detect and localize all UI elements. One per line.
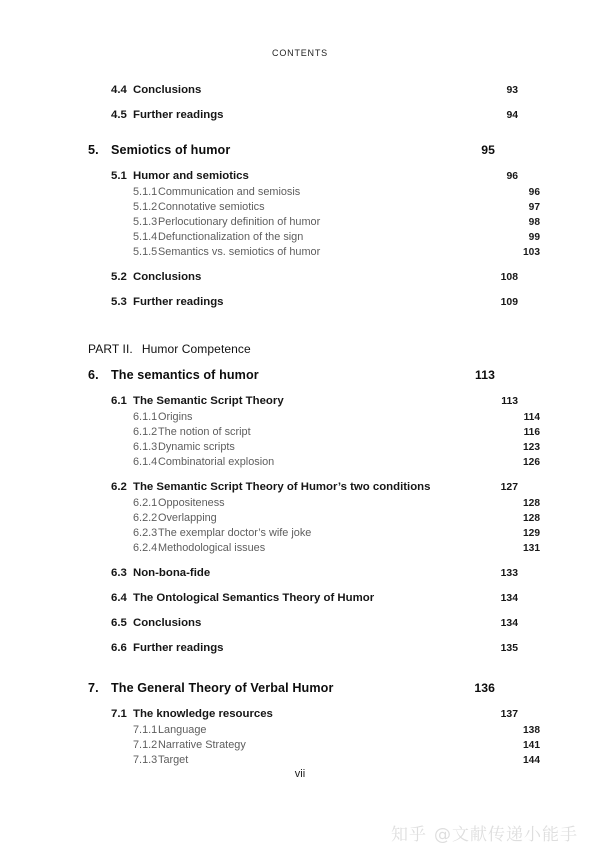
toc-entry-page-number: 127 <box>500 482 518 493</box>
toc-entry-label: Oppositeness <box>158 497 225 509</box>
toc-entry-page-number: 108 <box>500 272 518 283</box>
toc-entry-number: 5.3 <box>111 296 127 308</box>
toc-entry-number: 5.1.2 <box>133 201 158 213</box>
toc-entry-number: 7. <box>88 681 99 695</box>
toc-entry-page-number: 99 <box>528 232 540 243</box>
toc-entry-label: The notion of script <box>158 426 251 438</box>
toc-entry-title-group <box>133 246 320 258</box>
toc-entry-label: Dynamic scripts <box>158 441 235 453</box>
toc-entry-label: The Semantic Script Theory of Humor’s two conditions <box>133 481 431 493</box>
toc-entry-label: Communication and semiosis <box>158 186 301 198</box>
toc-entry-title-group <box>111 170 249 182</box>
toc-entry-number: 5.1.5 <box>133 246 158 258</box>
watermark-brand: 知乎 <box>391 825 427 845</box>
toc-entry-title-group <box>133 754 188 766</box>
toc-entry-title-group <box>111 592 374 604</box>
toc-entry-level-3[interactable] <box>88 231 540 243</box>
toc-entry-page-number: 128 <box>523 498 540 509</box>
toc-entry-title-group <box>111 617 201 629</box>
toc-entry-number: 6.4 <box>111 592 127 604</box>
toc-entry-title-group <box>88 368 259 382</box>
toc-entry-label: Humor and semiotics <box>133 170 249 182</box>
toc-entry-title-group <box>111 84 201 96</box>
toc-entry-level-3[interactable] <box>88 527 540 539</box>
toc-entry-level-2[interactable] <box>88 592 518 604</box>
toc-entry-level-3[interactable] <box>88 441 540 453</box>
toc-entry-page-number: 128 <box>523 513 540 524</box>
toc-entry-title-group <box>111 708 273 720</box>
toc-entry-title-group <box>133 724 206 736</box>
toc-entry-level-3[interactable] <box>88 512 540 524</box>
toc-entry-label: The General Theory of Verbal Humor <box>111 681 334 695</box>
toc-entry-title-group <box>111 481 430 493</box>
toc-entry-title-group <box>111 395 284 407</box>
toc-entry-label: Conclusions <box>133 84 202 96</box>
toc-entry-label: Target <box>158 754 189 766</box>
toc-entry-page-number: 116 <box>523 427 540 438</box>
toc-entry-level-3[interactable] <box>88 456 540 468</box>
watermark <box>391 820 578 845</box>
toc-entry-title-group <box>133 441 235 453</box>
toc-entry-level-2[interactable] <box>88 271 518 283</box>
toc-entry-label: Semiotics of humor <box>111 143 231 157</box>
toc-entry-page-number: 114 <box>523 412 540 423</box>
toc-entry-title-group <box>111 271 201 283</box>
toc-entry-label: Origins <box>158 411 193 423</box>
toc-entry-label: Methodological issues <box>158 542 266 554</box>
toc-entry-title-group <box>133 739 246 751</box>
toc-entry-number: 6.2.3 <box>133 527 158 539</box>
toc-entry-page-number: 95 <box>481 143 495 157</box>
toc-entry-label: Conclusions <box>133 271 202 283</box>
toc-entry-label: The Semantic Script Theory <box>133 395 284 407</box>
toc-entry-level-2[interactable] <box>88 170 518 182</box>
toc-entry-level-1[interactable] <box>88 143 495 157</box>
toc-entry-level-2[interactable] <box>88 642 518 654</box>
toc-entry-title-group <box>133 426 251 438</box>
toc-entry-label: Perlocutionary definition of humor <box>158 216 321 228</box>
toc-entry-number: 6. <box>88 368 99 382</box>
toc-entry-label: The semantics of humor <box>111 368 259 382</box>
toc-entry-number: 7.1.1 <box>133 724 158 736</box>
toc-entry-title-group <box>133 512 217 524</box>
toc-entry-label: The exemplar doctor’s wife joke <box>158 527 312 539</box>
toc-entry-label: The Ontological Semantics Theory of Humor <box>133 592 375 604</box>
toc-entry-page-number: 129 <box>523 528 540 539</box>
toc-entry-title-group <box>111 109 224 121</box>
toc-entry-page-number: 134 <box>500 593 518 604</box>
toc-entry-page-number: 126 <box>523 457 540 468</box>
toc-entry-page-number: 137 <box>500 709 518 720</box>
table-of-contents <box>88 71 540 766</box>
toc-entry-level-3[interactable] <box>88 411 540 423</box>
toc-entry-label: Semantics vs. semiotics of humor <box>158 246 321 258</box>
toc-entry-page-number: 103 <box>523 247 540 258</box>
toc-entry-page-number: 133 <box>500 568 518 579</box>
toc-entry-number: 6.1.1 <box>133 411 158 423</box>
toc-entry-page-number: 109 <box>500 297 518 308</box>
toc-entry-page-number: 113 <box>475 368 495 382</box>
toc-entry-label: Language <box>158 724 207 736</box>
toc-entry-page-number: 134 <box>500 618 518 629</box>
toc-entry-level-1[interactable] <box>88 681 495 695</box>
toc-entry-title-group <box>111 296 224 308</box>
toc-entry-level-2[interactable] <box>88 395 518 407</box>
toc-entry-title-group <box>133 216 320 228</box>
toc-entry-number: 7.1 <box>111 708 127 720</box>
toc-entry-number: 6.1.2 <box>133 426 158 438</box>
toc-entry-number: 4.4 <box>111 84 127 96</box>
toc-entry-level-3[interactable] <box>88 186 540 198</box>
toc-entry-page-number: 94 <box>506 110 518 121</box>
toc-entry-title-group <box>88 143 230 157</box>
toc-entry-page-number: 138 <box>523 725 540 736</box>
toc-part-heading[interactable] <box>88 342 495 356</box>
watermark-handle: @文献传递小能手 <box>434 825 578 845</box>
toc-entry-level-3[interactable] <box>88 724 540 736</box>
toc-entry-level-3[interactable] <box>88 739 540 751</box>
toc-entry-label: The knowledge resources <box>133 708 273 720</box>
toc-entry-label: Connotative semiotics <box>158 201 265 213</box>
toc-entry-page-number: 97 <box>528 202 540 213</box>
toc-entry-number: 5.1 <box>111 170 127 182</box>
toc-entry-label: Further readings <box>133 642 224 654</box>
toc-entry-title-group <box>133 456 274 468</box>
toc-entry-level-2[interactable] <box>88 84 518 96</box>
toc-entry-page-number: 123 <box>523 442 540 453</box>
toc-entry-number: 6.2 <box>111 481 127 493</box>
toc-entry-page-number: 93 <box>506 85 518 96</box>
toc-entry-title-group <box>88 681 333 695</box>
toc-entry-page-number: 96 <box>506 171 518 182</box>
toc-entry-number: 6.1.4 <box>133 456 158 468</box>
toc-entry-title-group <box>111 642 224 654</box>
toc-entry-number: 6.3 <box>111 567 127 579</box>
toc-entry-title-group <box>133 186 300 198</box>
toc-entry-number: 6.1 <box>111 395 127 407</box>
toc-entry-number: 4.5 <box>111 109 127 121</box>
toc-entry-number: 6.2.1 <box>133 497 158 509</box>
toc-entry-number: 6.2.2 <box>133 512 158 524</box>
toc-entry-number: 7.1.2 <box>133 739 158 751</box>
toc-entry-level-2[interactable] <box>88 481 518 493</box>
toc-entry-level-2[interactable] <box>88 617 518 629</box>
toc-entry-label: Defunctionalization of the sign <box>158 231 304 243</box>
toc-entry-label: Conclusions <box>133 617 202 629</box>
toc-entry-label: Narrative Strategy <box>158 739 246 751</box>
toc-entry-level-3[interactable] <box>88 216 540 228</box>
toc-entry-page-number: 113 <box>501 396 518 407</box>
toc-entry-level-3[interactable] <box>88 754 540 766</box>
toc-entry-level-3[interactable] <box>88 246 540 258</box>
toc-entry-label: Combinatorial explosion <box>158 456 275 468</box>
toc-entry-label: Non-bona-fide <box>133 567 211 579</box>
toc-entry-page-number: 131 <box>523 543 540 554</box>
toc-entry-level-3[interactable] <box>88 426 540 438</box>
toc-entry-page-number: 96 <box>528 187 540 198</box>
toc-entry-title-group <box>133 231 303 243</box>
toc-entry-label: Further readings <box>133 109 224 121</box>
toc-entry-label: Overlapping <box>158 512 217 524</box>
toc-entry-number: 6.1.3 <box>133 441 158 453</box>
toc-entry-page-number: 141 <box>523 740 540 751</box>
toc-entry-label: Further readings <box>133 296 224 308</box>
toc-entry-page-number: 135 <box>500 643 518 654</box>
toc-entry-title-group <box>133 411 193 423</box>
toc-entry-level-3[interactable] <box>88 201 540 213</box>
toc-entry-level-2[interactable] <box>88 296 518 308</box>
toc-entry-number: 5.1.1 <box>133 186 158 198</box>
toc-entry-number: 6.2.4 <box>133 542 158 554</box>
toc-entry-title-group <box>133 527 311 539</box>
toc-entry-level-2[interactable] <box>88 567 518 579</box>
toc-part-number: PART II. <box>88 342 133 356</box>
running-head: CONTENTS <box>272 48 328 58</box>
toc-entry-page-number: 98 <box>528 217 540 228</box>
toc-entry-page-number: 144 <box>523 755 540 766</box>
toc-entry-level-2[interactable] <box>88 708 518 720</box>
toc-entry-number: 7.1.3 <box>133 754 158 766</box>
toc-entry-page-number: 136 <box>474 681 495 695</box>
page-folio: vii <box>294 768 306 780</box>
toc-entry-number: 5.1.3 <box>133 216 158 228</box>
toc-entry-number: 6.5 <box>111 617 127 629</box>
toc-entry-level-3[interactable] <box>88 542 540 554</box>
toc-entry-level-1[interactable] <box>88 368 495 382</box>
toc-part-title: Humor Competence <box>141 342 251 356</box>
toc-entry-level-3[interactable] <box>88 497 540 509</box>
toc-entry-title-group <box>133 201 265 213</box>
toc-entry-title-group <box>133 542 265 554</box>
toc-entry-number: 5. <box>88 143 99 157</box>
toc-entry-number: 6.6 <box>111 642 127 654</box>
toc-entry-title-group <box>111 567 210 579</box>
toc-entry-level-2[interactable] <box>88 109 518 121</box>
toc-entry-number: 5.1.4 <box>133 231 158 243</box>
toc-entry-number: 5.2 <box>111 271 127 283</box>
toc-entry-title-group <box>133 497 225 509</box>
